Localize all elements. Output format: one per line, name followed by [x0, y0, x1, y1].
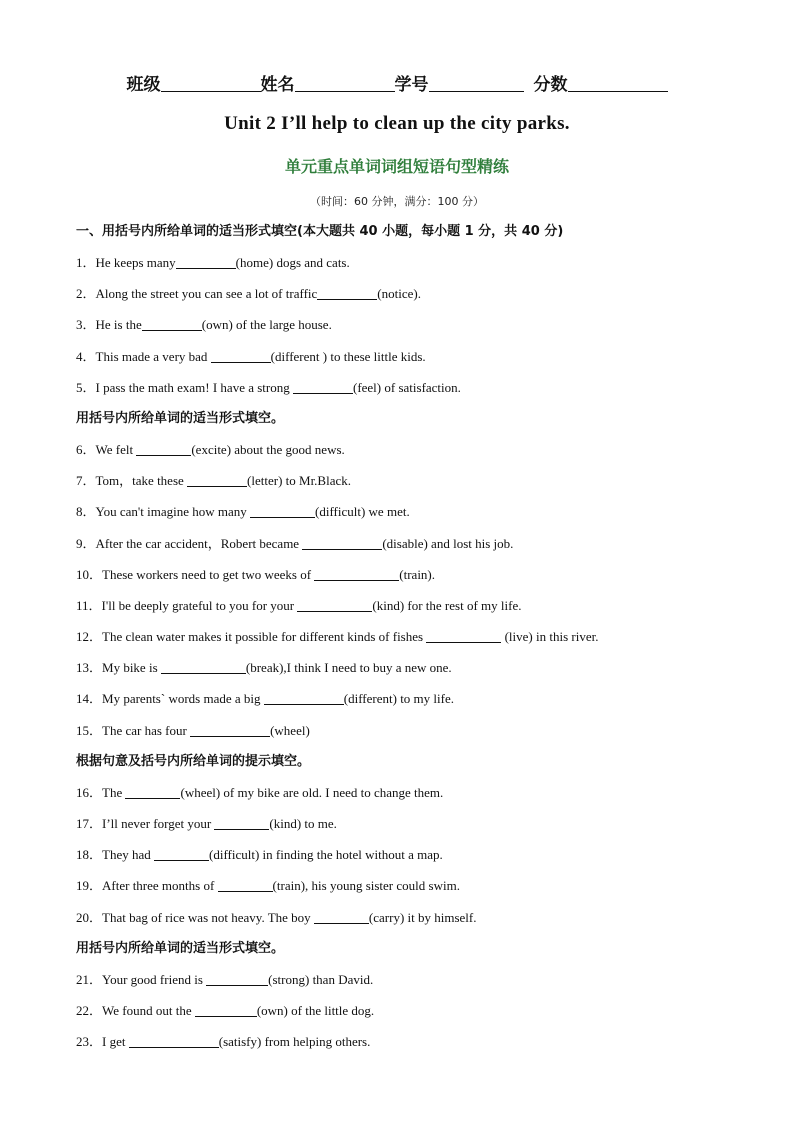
- question-number: 14．: [76, 691, 103, 707]
- student-info-blank[interactable]: [161, 73, 261, 92]
- question-number: 23．: [76, 1034, 103, 1050]
- student-info-field: [534, 70, 668, 95]
- question-item: [76, 440, 756, 471]
- student-info-fields: [0, 70, 794, 95]
- question-text-before: These workers need to get two weeks of: [102, 566, 315, 582]
- question-number: 5．: [76, 379, 96, 395]
- question-text-after: (wheel) of my bike are old. I need to change them.: [180, 784, 444, 800]
- question-text-after: (excite) about the good news.: [191, 441, 345, 457]
- answer-blank[interactable]: [187, 472, 247, 487]
- question-number: 20．: [76, 909, 103, 925]
- question-number: 10．: [76, 566, 103, 582]
- question-text-after: (difficult) in finding the hotel without a map.: [209, 847, 443, 863]
- question-text-before: I get: [102, 1034, 129, 1050]
- answer-blank[interactable]: [314, 909, 369, 924]
- answer-blank[interactable]: [211, 348, 271, 363]
- question-text-after: (own) of the little dog.: [256, 1002, 375, 1018]
- question-text-before: That bag of rice was not heavy. The boy: [102, 909, 314, 925]
- question-item: [76, 284, 756, 315]
- question-item: [76, 783, 756, 814]
- question-text-after: (notice).: [377, 286, 421, 302]
- question-number: 21．: [76, 971, 103, 987]
- question-number: 1．: [76, 255, 96, 270]
- question-text-before: Tom，take these: [95, 473, 188, 489]
- question-text-before: You can't imagine how many: [95, 504, 250, 520]
- question-item: [76, 1032, 756, 1063]
- question-number: 2．: [76, 286, 96, 302]
- question-text-before: He is the: [95, 317, 142, 333]
- answer-blank[interactable]: [161, 659, 246, 674]
- question-number: 12．: [76, 629, 103, 645]
- question-text-after: (disable) and lost his job.: [382, 535, 514, 551]
- answer-blank[interactable]: [426, 628, 501, 643]
- answer-blank[interactable]: [125, 784, 180, 799]
- question-text-after: (kind) to me.: [269, 816, 337, 831]
- question-item: [76, 845, 756, 876]
- answer-blank[interactable]: [154, 846, 209, 861]
- answer-blank[interactable]: [314, 566, 399, 581]
- question-item: [76, 814, 756, 845]
- question-number: 19．: [76, 878, 103, 894]
- question-number: 22．: [76, 1002, 103, 1018]
- question-list: [76, 222, 756, 1063]
- question-text-after: (home) dogs and cats.: [235, 255, 350, 270]
- question-item: [76, 658, 756, 689]
- question-text-after: (strong) than David.: [268, 971, 374, 987]
- question-number: 16．: [76, 784, 103, 800]
- answer-blank[interactable]: [264, 690, 344, 705]
- exam-meta: （时间：60 分钟，满分：100 分）: [310, 195, 484, 208]
- question-item: [76, 565, 756, 596]
- question-item: [76, 689, 756, 720]
- question-text-before: I'll be deeply grateful to you for your: [101, 597, 298, 613]
- question-text-before: We felt: [95, 441, 137, 457]
- question-item: [76, 627, 756, 658]
- question-number: 6．: [76, 441, 96, 457]
- question-text-after: (satisfy) from helping others.: [218, 1034, 371, 1050]
- question-text-before: After the car accident，Robert became: [95, 535, 303, 551]
- answer-blank[interactable]: [190, 722, 270, 737]
- question-text-after: (own) of the large house.: [201, 317, 332, 333]
- question-number: 7．: [76, 473, 96, 489]
- student-info-blank[interactable]: [568, 73, 668, 92]
- question-number: 17．: [76, 816, 103, 831]
- question-item: [76, 378, 756, 409]
- student-info-label: 姓名: [260, 75, 295, 95]
- answer-blank[interactable]: [293, 379, 353, 394]
- student-info-field: [395, 70, 524, 95]
- question-item: [76, 721, 756, 752]
- question-number: 3．: [76, 317, 96, 333]
- question-text-before: The clean water makes it possible for different kinds of fishes: [102, 629, 427, 645]
- answer-blank[interactable]: [250, 503, 315, 518]
- question-item: [76, 908, 756, 939]
- question-text-after: (wheel): [270, 722, 310, 738]
- question-text-before: We found out the: [102, 1002, 195, 1018]
- answer-blank[interactable]: [195, 1002, 257, 1017]
- question-text-before: Along the street you can see a lot of traffic: [95, 286, 318, 302]
- question-text-after: (different) to my life.: [343, 691, 454, 707]
- student-info-field: [127, 70, 261, 95]
- section-heading: 用括号内所给单词的适当形式填空。: [76, 410, 285, 426]
- answer-blank[interactable]: [214, 815, 269, 830]
- answer-blank[interactable]: [297, 597, 372, 612]
- question-number: 15．: [76, 722, 103, 738]
- answer-blank[interactable]: [129, 1033, 219, 1048]
- answer-blank[interactable]: [317, 285, 377, 300]
- student-info-label: 班级: [126, 75, 161, 95]
- question-number: 4．: [76, 348, 96, 364]
- question-text-after: (letter) to Mr.Black.: [247, 473, 351, 489]
- question-text-before: The: [102, 784, 126, 800]
- answer-blank[interactable]: [136, 441, 191, 456]
- question-number: 11．: [76, 597, 102, 613]
- page-title: Unit 2 I’ll help to clean up the city parks.: [224, 113, 570, 134]
- answer-blank[interactable]: [302, 535, 382, 550]
- question-text-before: This made a very bad: [95, 348, 211, 364]
- question-item: [76, 347, 756, 378]
- question-text-after: (break),I think I need to buy a new one.: [245, 660, 452, 676]
- question-text-after: (train), his young sister could swim.: [272, 878, 460, 894]
- question-text-after: (train).: [399, 566, 436, 582]
- question-text-before: I pass the math exam! I have a strong: [95, 379, 293, 395]
- question-item: [76, 876, 756, 907]
- question-item: [76, 970, 756, 1001]
- question-text-before: The car has four: [102, 722, 191, 738]
- student-info-blank[interactable]: [295, 73, 395, 92]
- answer-blank[interactable]: [142, 316, 202, 331]
- question-number: 13．: [76, 660, 103, 676]
- student-info-field: [261, 70, 395, 95]
- question-text-before: Your good friend is: [102, 971, 207, 987]
- question-text-before: He keeps many: [95, 255, 176, 270]
- question-text-after: (different ) to these little kids.: [270, 348, 426, 364]
- section-heading: 一、用括号内所给单词的适当形式填空(本大题共 40 小题，每小题 1 分，共 40 分): [76, 224, 564, 239]
- question-item: [76, 1001, 756, 1032]
- answer-blank[interactable]: [176, 254, 236, 269]
- question-text-after: (carry) it by himself.: [368, 909, 477, 925]
- question-number: 9．: [76, 535, 96, 551]
- section-heading: 用括号内所给单词的适当形式填空。: [76, 940, 285, 956]
- question-item: [76, 253, 756, 284]
- question-item: [76, 596, 756, 627]
- question-text-before: My bike is: [102, 660, 161, 676]
- student-info-label: 分数: [533, 75, 568, 95]
- answer-blank[interactable]: [206, 971, 268, 986]
- question-text-after: (difficult) we met.: [315, 504, 410, 520]
- question-item: [76, 471, 756, 502]
- question-item: [76, 502, 756, 533]
- question-number: 18．: [76, 847, 103, 863]
- question-text-before: I’ll never forget your: [102, 816, 215, 831]
- question-item: [76, 534, 756, 565]
- student-info-label: 学号: [394, 75, 429, 95]
- question-item: [76, 315, 756, 346]
- question-text-after: (kind) for the rest of my life.: [372, 597, 522, 613]
- student-info-blank[interactable]: [429, 73, 524, 92]
- section-heading: 根据句意及括号内所给单词的提示填空。: [76, 753, 311, 769]
- question-text-after: (live) in this river.: [501, 629, 599, 645]
- question-text-before: After three months of: [102, 878, 218, 894]
- question-text-before: They had: [102, 847, 154, 863]
- question-text-after: (feel) of satisfaction.: [352, 379, 461, 395]
- answer-blank[interactable]: [218, 877, 273, 892]
- page-subtitle: 单元重点单词词组短语句型精练: [284, 157, 509, 176]
- question-number: 8．: [76, 504, 96, 520]
- question-text-before: My parents` words made a big: [102, 691, 264, 707]
